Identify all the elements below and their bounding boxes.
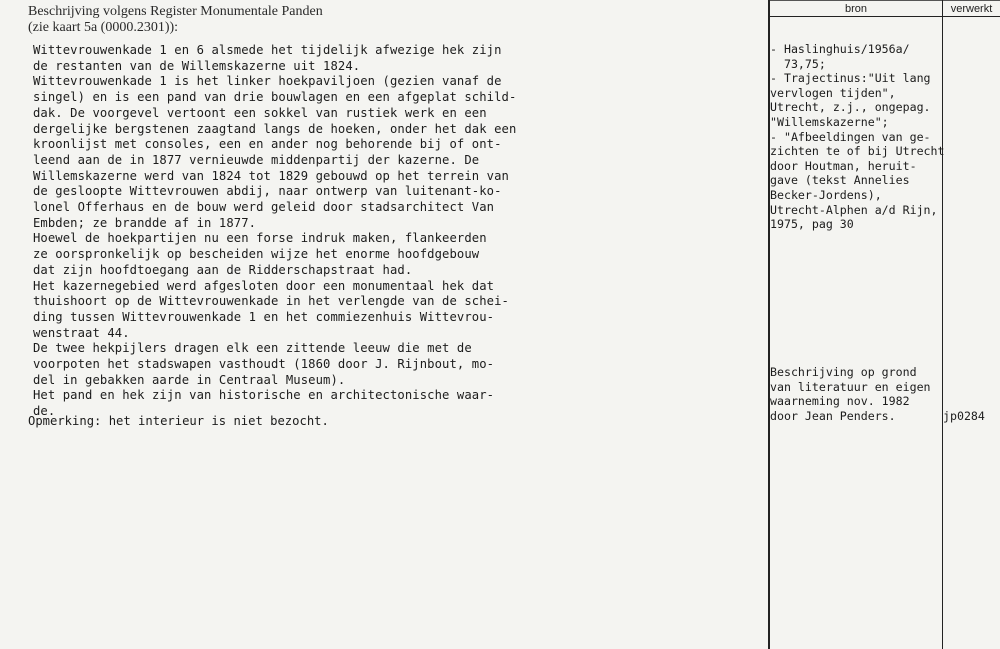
description-text: Wittevrouwenkade 1 en 6 alsmede het tijdelijk afwezige hek zijn de restanten van de Willemskazerne uit 1824. Wittevrouwenkade 1 is het linker hoekpaviljoen (gezien vanaf de singel) en is een pand van drie bouwlagen en een afgeplat schild- dak. De voorgevel vertoont een sokkel van rustiek werk en een dergelijke bergstenen zaagtand langs de hoeken, onder het dak een kroonlijst met consoles, een en ander nog behorende bij of ont- leend aan de in 1877 vernieuwde middenpartij der kazerne. De Willemskazerne werd van 1824 tot 1829 gebouwd op het terrein van de gesloopte Wittevrouwen abdij, naar ontwerp van luitenant-ko- lonel Offerhaus en de bouw werd geleid door stadsarchitect Van Embden; ze brandde af in 1877. Hoewel de hoekpartijen nu een forse indruk maken, flankeerden ze oorspronkelijk op bescheiden wijze het enorme hoofdgebouw dat zijn hoofdtoegang aan de Ridderschapstraat had. Het kazernegebied werd afgesloten door een monumentaal hek dat thuishoort op de Wittevrouwenkade in het verlengde van de schei- ding tussen Wittevrouwenkade 1 en het commiezenhuis Wittevrou- wenstraat 44. De twee hekpijlers dragen elk een zittende leeuw die met de voorpoten het stadswapen vasthoudt (1860 door J. Rijnbout, mo- del in gebakken aarde in Centraal Museum). Het pand en hek zijn van historische en architectonische waar- de. [33,43,517,419]
header-map-reference: (zie kaart 5a (0000.2301)): [28,20,179,35]
column-header-bron: bron [844,3,868,15]
document-header [28,4,323,36]
processed-code: jp0284 [943,409,985,423]
table-top-border [768,0,1000,1]
remark-text: Opmerking: het interieur is niet bezocht. [28,414,329,428]
sources-list: - Haslinghuis/1956a/ 73,75; - Trajectinus:"Uit lang vervlogen tijden", Utrecht, z.j., ongepag. "Willemskazerne"; - "Afbeeldingen van ge- zichten te of bij Utrecht door Houtman, heruit- gave (tekst Annelies Becker-Jordens), Utrecht-Alphen a/d Rijn, 1975, pag 30 [770,42,945,232]
header-title: Beschrijving volgens Register Monumentale Panden [28,4,323,19]
table-header-rule [768,16,1000,17]
column-header-verwerkt: verwerkt [950,3,993,15]
sources-note: Beschrijving op grond van literatuur en eigen waarneming nov. 1982 door Jean Penders. [770,365,931,423]
